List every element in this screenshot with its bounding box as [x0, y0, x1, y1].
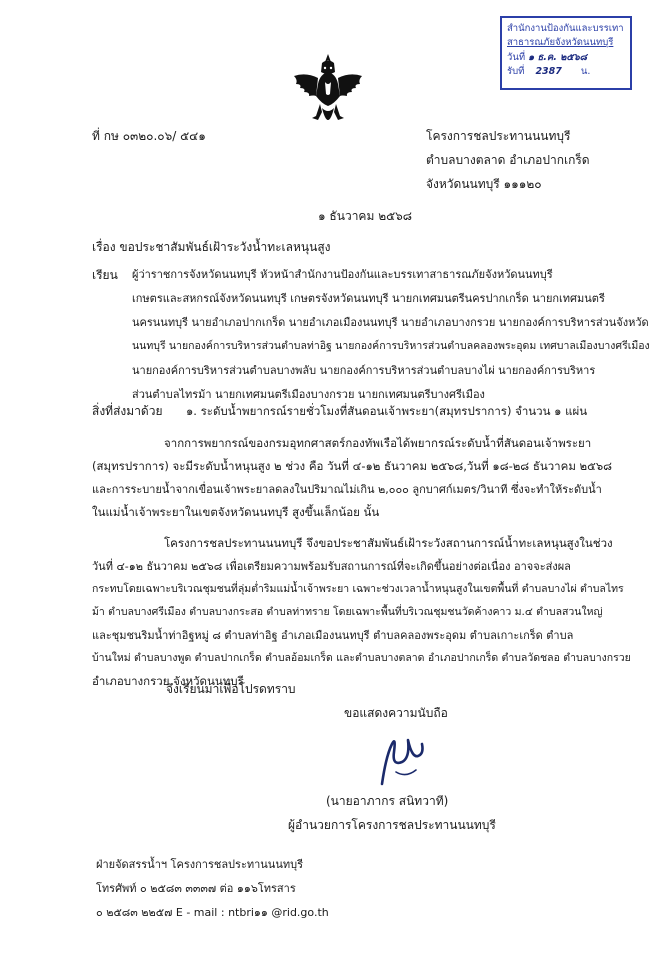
regards: ขอแสดงความนับถือ	[344, 706, 448, 720]
recipient-line-2: เกษตรและสหกรณ์จังหวัดนนทบุรี เกษตรจังหวัดนนทบุรี นายกเทศมนตรีนครปากเกร็ด นายกเทศมนตรี	[132, 292, 605, 305]
signer-name: (นายอาภากร สนิทวาที)	[326, 794, 449, 808]
paragraph-forecast	[92, 432, 632, 524]
handwritten-signature-icon	[372, 722, 442, 790]
subject: เรื่อง ขอประชาสัมพันธ์เฝ้าระวังน้ำทะเลหนุนสูง	[92, 240, 331, 254]
stamp-line-2: สาธารณภัยจังหวัดนนทบุรี	[507, 37, 614, 49]
stamp-line-1: สำนักงานป้องกันและบรรเทา	[507, 23, 624, 34]
recipient-label: เรียน	[92, 268, 118, 282]
recipient-line-4: นนทบุรี นายกองค์การบริหารส่วนตำบลท่าอิฐ นายกองค์การบริหารส่วนตำบลคลองพระอุดม เทศบาลเมืองบางศรีเมือง	[132, 340, 650, 352]
paragraph-line: ในแม่น้ำเจ้าพระยาในเขตจังหวัดนนทบุรี สูงขึ้นเล็กน้อย นั้น	[92, 505, 380, 519]
sender-line-2: ตำบลบางตลาด อำเภอปากเกร็ด	[426, 153, 590, 167]
stamp-date-label: วันที่	[507, 51, 526, 63]
closing: จึงเรียนมาเพื่อโปรดทราบ	[166, 682, 296, 696]
paragraph-line: กระทบโดยเฉพาะบริเวณชุมชนที่ลุ่มต่ำริมแม่น้ำเจ้าพระยา เฉพาะช่วงเวลาน้ำหนุนสูงในเขตพื้นที่ ตำบลบางไผ่ ตำบลไทร	[92, 583, 624, 595]
recipient-line-6: ส่วนตำบลไทรม้า นายกเทศมนตรีเมืองบางกรวย นายกเทศมนตรีบางศรีเมือง	[132, 388, 485, 401]
paragraph-line: ม้า ตำบลบางศรีเมือง ตำบลบางกระสอ ตำบลท่าทราย โดยเฉพาะพื้นที่บริเวณชุมชนวัดค้างคาว ม.๔ ตำบลสวนใหญ่	[92, 606, 603, 618]
signer-title: ผู้อำนวยการโครงการชลประทานนนทบุรี	[288, 818, 496, 832]
stamp-receipt-value: 2387	[535, 65, 562, 77]
paragraph-line: และการระบายน้ำจากเขื่อนเจ้าพระยาลดลงในปริมาณไม่เกิน ๒,๐๐๐ ลูกบาศก์เมตร/วินาที ซึ่งจะทำให้ระดับน้ำ	[92, 483, 602, 496]
paragraph-line: จากการพยากรณ์ของกรมอุทกศาสตร์กองทัพเรือได้พยากรณ์ระดับน้ำที่สันดอนเจ้าพระยา	[164, 436, 592, 450]
paragraph-line: วันที่ ๔-๑๒ ธันวาคม ๒๕๖๘ เพื่อเตรียมความพร้อมรับสถานการณ์ที่จะเกิดขึ้นอย่างต่อเนื่อง อาจจะส่งผล	[92, 560, 571, 573]
paragraph-announcement	[92, 532, 632, 693]
sender-line-3: จังหวัดนนทบุรี ๑๑๑๒๐	[426, 177, 542, 191]
footer-department: ฝ่ายจัดสรรน้ำฯ โครงการชลประทานนนทบุรี	[96, 858, 303, 871]
recipient-line-5: นายกองค์การบริหารส่วนตำบลบางพลับ นายกองค์การบริหารส่วนตำบลบางไผ่ นายกองค์การบริหาร	[132, 364, 596, 377]
stamp-receipt-row	[507, 65, 625, 79]
sender-line-1: โครงการชลประทานนนทบุรี	[426, 129, 571, 143]
garuda-emblem-icon	[292, 52, 364, 134]
paragraph-line: และชุมชนริมน้ำท่าอิฐหมู่ ๘ ตำบลท่าอิฐ อำเภอเมืองนนทบุรี ตำบลคลองพระอุดม ตำบลเกาะเกร็ด ตำบล	[92, 629, 574, 642]
paragraph-line: บ้านใหม่ ตำบลบางพูด ตำบลปากเกร็ด ตำบลอ้อมเกร็ด และตำบลบางตลาด อำเภอปากเกร็ด ตำบลวัดชลอ ตำบลบางกรวย	[92, 652, 631, 664]
stamp-time-label: น.	[580, 65, 591, 77]
footer-phone: โทรศัพท์ ๐ ๒๕๘๓ ๓๓๓๗ ต่อ ๑๑๖โทรสาร	[96, 882, 296, 895]
stamp-date-value: ๑ ธ.ค. ๒๕๖๘	[528, 51, 587, 63]
enclosure-text: ๑. ระดับน้ำพยากรณ์รายชั่วโมงที่สันดอนเจ้าพระยา(สมุทรปราการ) จำนวน ๑ แผ่น	[186, 404, 588, 418]
document-date: ๑ ธันวาคม ๒๕๖๘	[318, 209, 413, 223]
recipient-line-1: ผู้ว่าราชการจังหวัดนนทบุรี หัวหน้าสำนักงานป้องกันและบรรเทาสาธารณภัยจังหวัดนนทบุรี	[132, 268, 553, 281]
paragraph-line: (สมุทรปราการ) จะมีระดับน้ำหนุนสูง ๒ ช่วง คือ วันที่ ๔-๑๒ ธันวาคม ๒๕๖๘,วันที่ ๑๘-๒๘ ธันวาคม ๒๕๖๘	[92, 459, 613, 473]
footer-fax-email: ๐ ๒๕๘๓ ๒๒๕๗ E - mail : ntbri๑๑ @rid.go.th	[96, 906, 329, 919]
stamp-receipt-label: รับที่	[507, 65, 525, 77]
document-number: ที่ กษ ๐๓๒๐.๐๖/ ๕๔๑	[92, 129, 206, 143]
recipient-line-3: นครนนทบุรี นายอำเภอปากเกร็ด นายอำเภอเมืองนนทบุรี นายอำเภอบางกรวย นายกองค์การบริหารส่วนจังหวัด	[132, 316, 649, 329]
enclosure-label: สิ่งที่ส่งมาด้วย	[92, 404, 163, 418]
stamp-date-row	[507, 51, 625, 65]
receiving-stamp	[500, 16, 632, 90]
paragraph-line: โครงการชลประทานนนทบุรี จึงขอประชาสัมพันธ์เฝ้าระวังสถานการณ์น้ำทะเลหนุนสูงในช่วง	[164, 536, 613, 550]
paragraph-line: อำเภอบางกรวย จังหวัดนนทบุรี	[92, 674, 244, 688]
